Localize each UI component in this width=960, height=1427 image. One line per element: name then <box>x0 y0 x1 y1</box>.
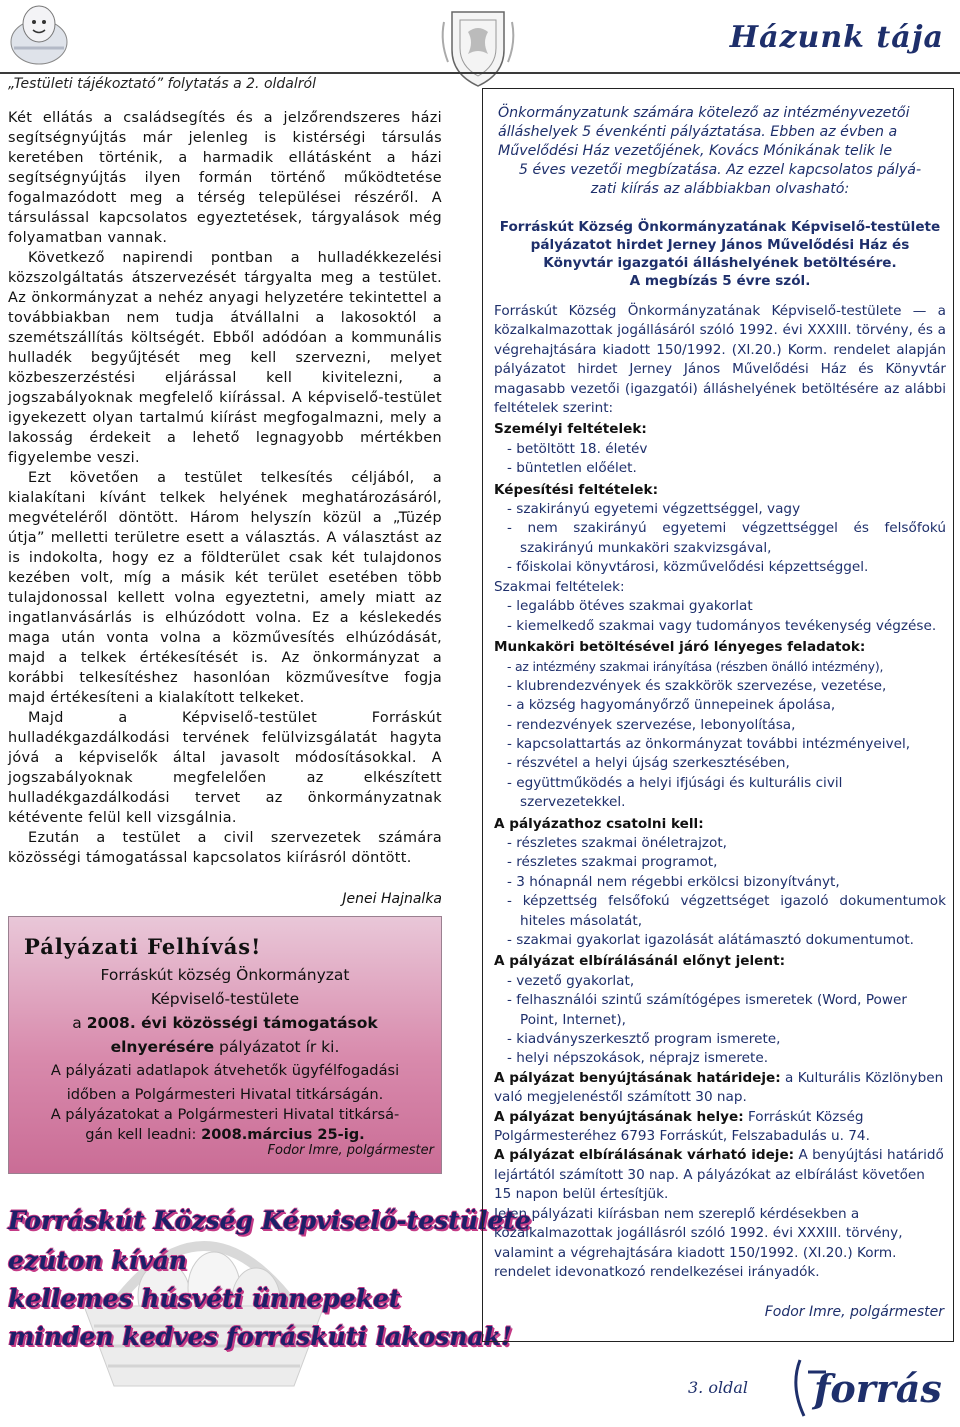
personal-list <box>494 440 946 479</box>
intro-text: zati kiírás az alábbiakban olvasható: <box>590 181 850 197</box>
place-paragraph <box>494 1108 946 1147</box>
egg-logo-icon <box>4 2 74 68</box>
coat-of-arms-icon <box>438 2 518 90</box>
call-text: gán kell leadni: <box>85 1126 202 1143</box>
posting-signature: Fodor Imre, polgármester <box>764 1304 944 1320</box>
deadline-text: a Kulturális Közlönyben való megjelenéstől számított 30 nap. <box>494 1069 944 1106</box>
section-heading: A pályázat elbírálásánál előnyt jelent: <box>494 953 786 970</box>
article-paragraph: Két ellátás a családsegítés és a jelzőrendszeres házi segítségnyújtás már jelenleg is kistérségi társulás keretében történik, a harmadik ellátásként a házi segítségnyújtás ilyen formán történő működtetése fogalmazódott meg a térség települései részéről. A társulással kapcsolatos egyeztetések, tárgyalások még folyamatban vannak. <box>8 110 442 246</box>
page-number: 3. oldal <box>688 1378 748 1397</box>
easter-greeting-line: ezúton kíván <box>8 1246 188 1275</box>
intro-text: 5 éves vezetői megbízatása. Az ezzel kapcsolatos pályá- <box>518 162 922 178</box>
call-text: pályázatot ír ki. <box>214 1038 340 1056</box>
list-item: - klubrendezvények és szakkörök szervezése, vezetése, <box>494 677 946 696</box>
list-item: - szakirányú egyetemi végzettséggel, vagy <box>494 500 946 519</box>
list-item: - 3 hónapnál nem régebbi erkölcsi bizonyítványt, <box>494 873 946 892</box>
posting-intro <box>498 104 942 199</box>
call-line: A pályázatokat a Polgármesteri Hivatal titkársá- <box>50 1106 400 1123</box>
announcement-text: Forráskút Község Önkormányzatának Képviselő-testülete pályázatot hirdet Jerney János Művelődési Ház és Könyvtár igazgatói álláshelyének betöltésére. <box>499 219 941 271</box>
announcement-term: A megbízás 5 évre szól. <box>629 273 811 289</box>
easter-greeting-line: minden kedves forráskúti lakosnak! <box>8 1322 513 1351</box>
call-title: Pályázati Felhívás! <box>24 934 262 959</box>
section-heading: Képesítési feltételek: <box>494 481 659 498</box>
call-line: Forráskút község Önkormányzat <box>100 966 350 984</box>
section-heading: Szakmai feltételek: <box>494 578 625 595</box>
article-signature: Jenei Hajnalka <box>342 891 442 907</box>
closing-paragraph: Jelen pályázati kiírásban nem szereplő kérdésekben a közalkalmazottak jogállásról szóló 1992. évi XXXIII. törvény, valamint a végrehajtására kiadott 150/1992. (XI.20.) Korm. rendelet idevonatkozó rendelkezései irányadók. <box>494 1205 903 1280</box>
list-item: - a község hagyományőrző ünnepeinek ápolása, <box>494 696 946 715</box>
call-line <box>8 1014 442 1032</box>
forras-logo-icon <box>786 1352 952 1420</box>
list-item: - főiskolai könyvtárosi, közművelődési képzettséggel. <box>494 558 946 577</box>
advantages-list <box>494 972 946 1069</box>
section-heading: A pályázathoz csatolni kell: <box>494 815 704 832</box>
evaluation-text: A benyújtási határidő lejártától számított 30 nap. A pályázókat az elbírálást követően 15 napon belül értesítjük. <box>494 1147 944 1203</box>
list-item: - szakmai gyakorlat igazolását alátámasztó dokumentumot. <box>494 931 946 950</box>
article-paragraph: Ezután a testület a civil szervezetek számára közösségi támogatással kapcsolatos kiírásról döntött. <box>8 830 442 866</box>
call-line <box>8 1038 442 1056</box>
call-signature: Fodor Imre, polgármester <box>267 1143 434 1158</box>
call-bold-text: 2008. évi közösségi támogatások <box>86 1014 378 1032</box>
article-paragraph: Ezt követően a testület telkesítés céljából, a kialakítani kívánt telkek helyének meghatározásáról, megvételéről döntött. Három helyszín közül a „Tüzép útja” melletti területre esett a választás. A választást az is indokolta, hogy ez a földterület csak két tulajdonos kezében volt, míg a másik két terület esetében több tulajdonossal kellett volna egyeztetni, amely miatt az ingatlanvásárlás is elhúzódott volna. Ez a késlekedés maga után vonta volna a közművesítés elhúzódását, majd a telkek értékesítését is. Az önkormányzat a korábbi telkesítéshez hasonlóan közművesítve fogja majd értékesíteni a kialakított telkeket. <box>8 470 442 706</box>
duties-list <box>494 657 946 812</box>
logo-text: forrás <box>814 1366 942 1411</box>
list-item: - helyi népszokások, néprajz ismerete. <box>494 1049 946 1068</box>
section-heading: Személyi feltételek: <box>494 421 647 438</box>
evaluation-paragraph <box>494 1146 946 1204</box>
list-item: - együttműködés a helyi ifjúsági és kulturális civil szervezetekkel. <box>494 774 946 813</box>
list-item: - felhasználói szintű számítógépes ismeretek (Word, Power Point, Internet), <box>494 991 946 1030</box>
deadline-label: A pályázat benyújtásának határideje: <box>494 1069 781 1086</box>
easter-greeting-line: Forráskút Község Képviselő-testülete <box>8 1206 531 1235</box>
list-item: - kiadványszerkesztő program ismerete, <box>494 1030 946 1049</box>
list-item: - legalább ötéves szakmai gyakorlat <box>494 597 946 616</box>
continued-note: „Testületi tájékoztató” folytatás a 2. oldalról <box>8 76 316 92</box>
call-line: Képviselő-testülete <box>150 990 300 1008</box>
list-item: - részletes szakmai önéletrajzot, <box>494 834 946 853</box>
article-paragraph: Majd a Képviselő-testület Forráskút hulladékgazdálkodási tervének felülvizsgálatát hagyta jóvá a képviselők által javasolt módosításokkal. A jogszabályoknak megfelelően az elkészített hulladékgazdálkodási tervet az önkormányzatnak kétévente felül kell vizsgálnia. <box>8 710 442 826</box>
header-rule <box>0 72 960 74</box>
masthead-title: Házunk tája <box>729 20 944 55</box>
list-item: - az intézmény szakmai irányítása (részben önálló intézmény), <box>494 657 946 676</box>
call-bold-text: elnyerésére <box>110 1038 215 1056</box>
posting-body <box>494 302 946 1282</box>
evaluation-label: A pályázat elbírálásának várható ideje: <box>494 1147 795 1164</box>
professional-list <box>494 597 946 636</box>
list-item: - vezető gyakorlat, <box>494 972 946 991</box>
list-item: - büntetlen előélet. <box>494 459 946 478</box>
call-text: a <box>72 1014 87 1032</box>
easter-greeting-line: kellemes húsvéti ünnepeket <box>8 1284 401 1313</box>
list-item: - részletes szakmai programot, <box>494 853 946 872</box>
attachments-list <box>494 834 946 950</box>
qualification-list <box>494 500 946 578</box>
section-heading: Munkaköri betöltésével járó lényeges feladatok: <box>494 638 866 655</box>
list-item: - kiemelkedő szakmai vagy tudományos tevékenység végzése. <box>494 617 946 636</box>
place-label: A pályázat benyújtásának helye: <box>494 1108 744 1125</box>
call-line: időben a Polgármesteri Hivatal titkárságán. <box>66 1086 384 1103</box>
place-text: Forráskút Község Polgármesteréhez 6793 Forráskút, Felszabadulás u. 74. <box>494 1108 870 1145</box>
article-paragraph: Következő napirendi pontban a hulladékkezelési közszolgáltatás átszervezését tárgyalta meg a testület. Az önkormányzat a nehéz anyagi helyzetére tekintettel a továbbiakban nem tudja átvállalni a lakosoktól a szemétszállítás költségét. Ebből adódóan a kommunális hulladék begyűjtését meg kell szervezni, melyet közbeszerzéstési eljárással kell kivitelezni, a jogszabályoknak megfelelő kiírással. A képviselő-testület igyekezett olyan tartalmú kiírást megfogalmazni, mely a lakosság érdekeit a lehető legnagyobb mértékben figyelembe veszi. <box>8 250 442 466</box>
list-item: - rendezvények szervezése, lebonyolítása, <box>494 716 946 735</box>
list-item: - nem szakirányú egyetemi végzettséggel és felsőfokú szakirányú munkaköri szakvizsgával, <box>494 519 946 558</box>
deadline-paragraph <box>494 1069 946 1108</box>
left-article <box>8 108 442 868</box>
list-item: - képzettség felsőfokú végzettséget igazoló dokumentumok hiteles másolatát, <box>494 892 946 931</box>
list-item: - betöltött 18. életév <box>494 440 946 459</box>
legal-basis: Forráskút Község Önkormányzatának Képviselő-testülete — a közalkalmazottak jogállásáról szóló 1992. évi XXXIII. törvény, és a végrehajtására kiadott 150/1992. (XI.20.) Korm. rendelet alapján pályázatot hirdet Jerney János Művelődési Ház és Könyvtár magasabb vezetői (igazgatói) álláshelyének betöltésére az alábbi feltételek szerint: <box>494 303 946 417</box>
call-line: A pályázati adatlapok átvehetők ügyfélfogadási <box>50 1062 400 1079</box>
list-item: - részvétel a helyi újság szerkesztésében, <box>494 754 946 773</box>
call-bold-text: 2008.március 25-ig. <box>201 1126 365 1143</box>
call-line <box>8 1126 442 1143</box>
posting-announcement <box>498 218 942 290</box>
list-item: - kapcsolattartás az önkormányzat további intézményeivel, <box>494 735 946 754</box>
intro-text: Önkormányzatunk számára kötelező az intézményvezetői álláshelyek 5 évenkénti pályáztatása. Ebben az évben a Művelődési Ház vezetőjének, Kovács Mónikának telik le <box>498 105 910 159</box>
